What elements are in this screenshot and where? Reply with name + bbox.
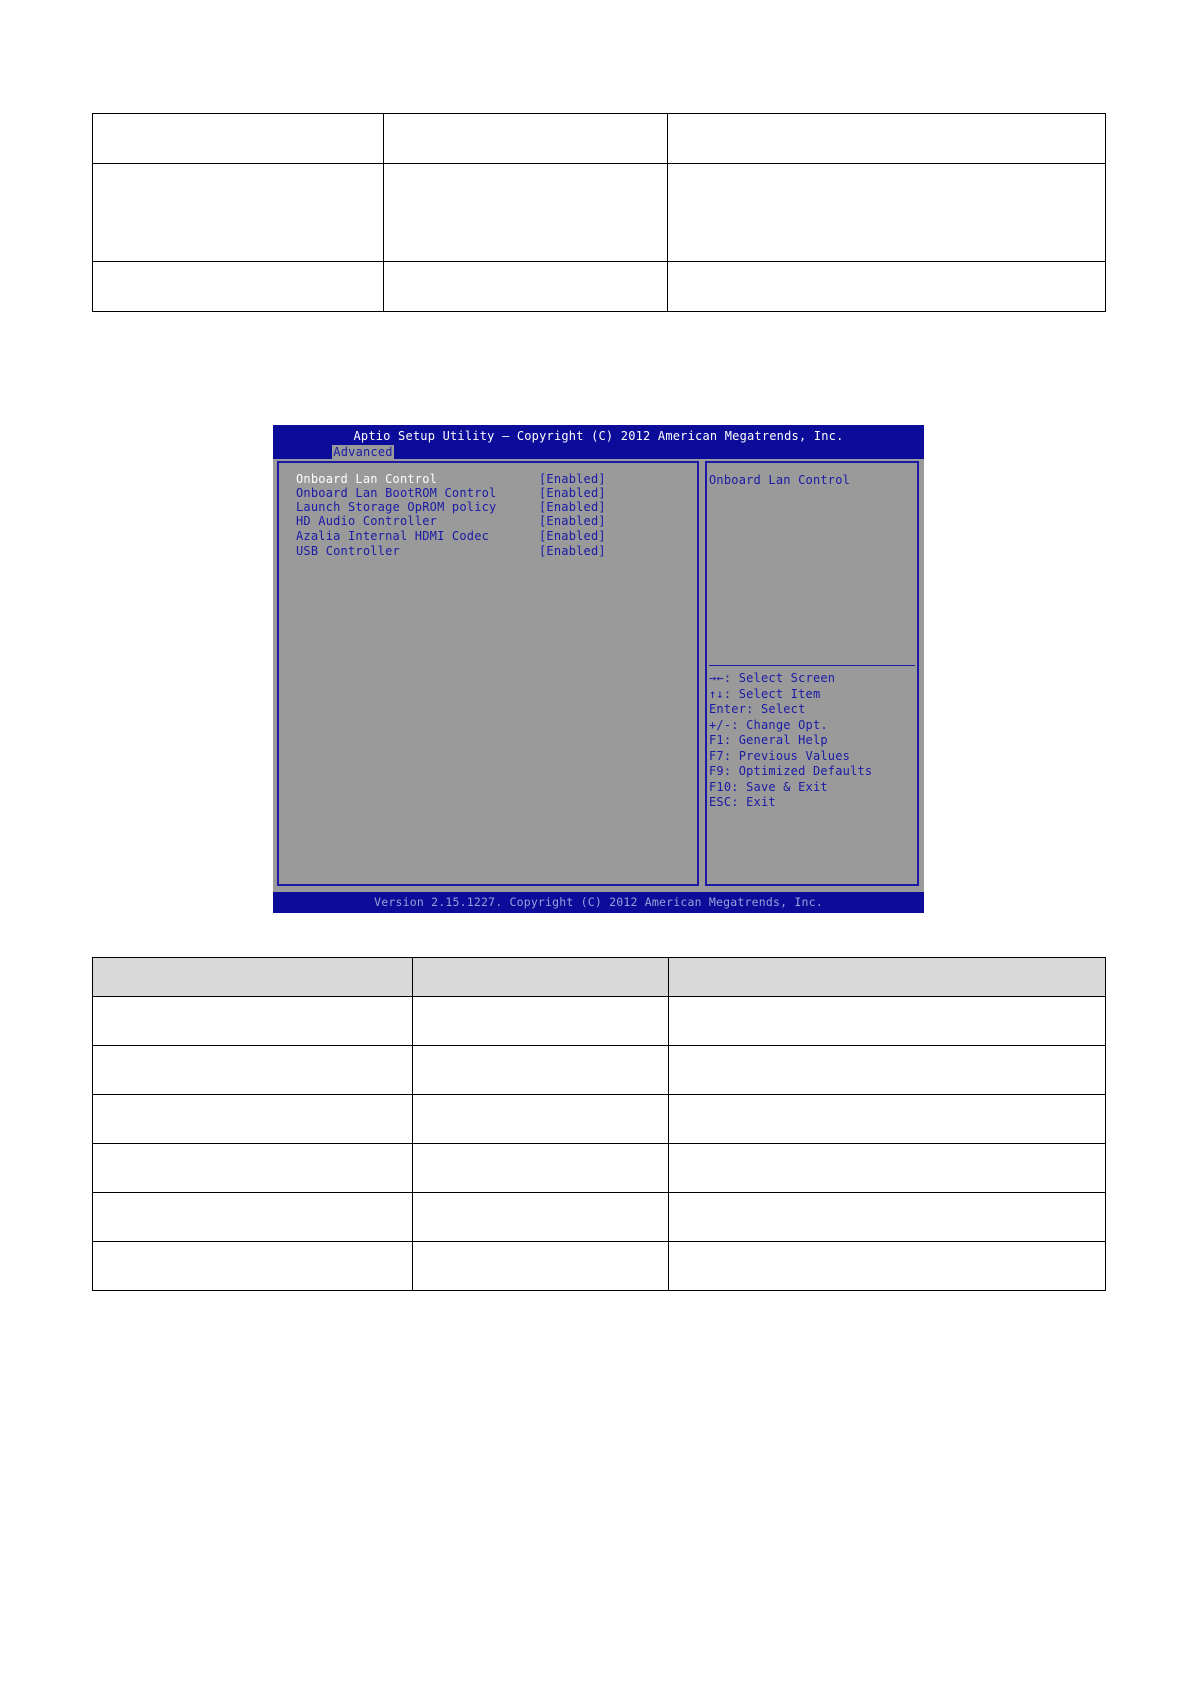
- tab-advanced[interactable]: Advanced: [333, 445, 393, 459]
- table-row: [93, 164, 1106, 262]
- table-row: [93, 114, 1106, 164]
- table-cell: [384, 164, 668, 262]
- table-cell: [668, 114, 1106, 164]
- help-panel: [705, 461, 919, 886]
- table-cell: [413, 997, 669, 1046]
- bios-footer: Version 2.15.1227. Copyright (C) 2012 American Megatrends, Inc.: [273, 892, 924, 913]
- help-divider: [709, 665, 915, 666]
- help-text: Onboard Lan Control: [709, 473, 851, 487]
- table-cell: [669, 997, 1106, 1046]
- bottom-settings-table: [92, 957, 1106, 1291]
- table-row: [93, 1046, 1106, 1095]
- setting-value[interactable]: [Enabled]: [539, 514, 606, 528]
- setting-label: Launch Storage OpROM policy: [296, 500, 497, 514]
- table-header-row: [93, 958, 1106, 997]
- key-help-item: F1: General Help: [709, 733, 828, 747]
- table-cell: [413, 1242, 669, 1291]
- key-help-item: F10: Save & Exit: [709, 779, 828, 794]
- key-help-item: F9: Optimized Defaults: [709, 764, 873, 778]
- setting-label: HD Audio Controller: [296, 514, 438, 528]
- table-row: [93, 1242, 1106, 1291]
- table-header-cell: [413, 958, 669, 997]
- table-row: [93, 1095, 1106, 1144]
- setting-value[interactable]: [Enabled]: [539, 529, 606, 543]
- table-cell: [384, 262, 668, 312]
- setting-label: USB Controller: [296, 544, 400, 558]
- setting-label: Onboard Lan Control: [296, 472, 438, 486]
- bios-content-area: [273, 459, 924, 892]
- table-cell: [668, 164, 1106, 262]
- setting-label: Azalia Internal HDMI Codec: [296, 529, 490, 543]
- table-row: [93, 997, 1106, 1046]
- table-cell: [93, 1095, 413, 1144]
- key-help-item: +/-: Change Opt.: [709, 717, 828, 732]
- table-header-cell: [669, 958, 1106, 997]
- key-help-item: ESC: Exit: [709, 795, 776, 809]
- setting-value[interactable]: [Enabled]: [539, 544, 606, 558]
- table-cell: [669, 1046, 1106, 1095]
- key-help-item: F7: Previous Values: [709, 748, 851, 763]
- table-cell: [384, 114, 668, 164]
- table-cell: [93, 1144, 413, 1193]
- table-cell: [93, 1242, 413, 1291]
- setting-value[interactable]: [Enabled]: [539, 486, 606, 500]
- setting-value[interactable]: [Enabled]: [539, 500, 606, 514]
- table-cell: [93, 1193, 413, 1242]
- table-row: [93, 1193, 1106, 1242]
- table-cell: [413, 1193, 669, 1242]
- top-settings-table: [92, 113, 1106, 312]
- table-row: [93, 1144, 1106, 1193]
- key-help-list: [709, 671, 872, 811]
- table-cell: [669, 1242, 1106, 1291]
- table-cell: [669, 1193, 1106, 1242]
- table-cell: [93, 164, 384, 262]
- table-cell: [413, 1095, 669, 1144]
- table-cell: [669, 1095, 1106, 1144]
- table-cell: [669, 1144, 1106, 1193]
- table-cell: [93, 1046, 413, 1095]
- table-row: [93, 262, 1106, 312]
- table-cell: [413, 1144, 669, 1193]
- bios-title: Aptio Setup Utility – Copyright (C) 2012 American Megatrends, Inc.: [353, 429, 844, 443]
- table-cell: [93, 997, 413, 1046]
- key-help-item: Enter: Select: [709, 702, 806, 716]
- bios-setup-screen: [273, 425, 924, 913]
- table-cell: [413, 1046, 669, 1095]
- setting-label: Onboard Lan BootROM Control: [296, 486, 497, 500]
- bios-title-bar: [273, 425, 924, 459]
- settings-panel: [277, 461, 699, 886]
- table-cell: [93, 114, 384, 164]
- table-cell: [668, 262, 1106, 312]
- key-help-item: →←: Select Screen: [709, 671, 836, 685]
- setting-value[interactable]: [Enabled]: [539, 472, 606, 486]
- table-cell: [93, 262, 384, 312]
- table-header-cell: [93, 958, 413, 997]
- key-help-item: ↑↓: Select Item: [709, 686, 821, 701]
